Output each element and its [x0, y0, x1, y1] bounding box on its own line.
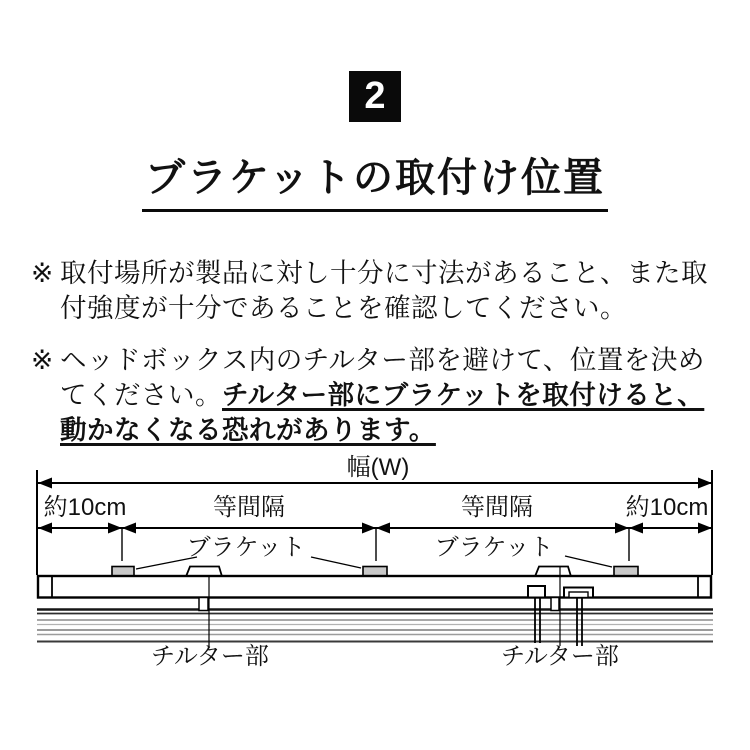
- equal-spacing-label-left: 等間隔: [213, 494, 285, 521]
- note-text-warning: チルター部にブラケットを取付けると、動かなくなる恐れがあります。: [60, 380, 705, 445]
- slats: [37, 610, 713, 642]
- segment-dimension-line: [38, 523, 712, 562]
- headbox: [38, 576, 711, 598]
- note-marker: ※: [31, 258, 54, 288]
- bracket-label-right: ブラケット: [434, 534, 554, 561]
- note-marker: ※: [31, 345, 54, 375]
- right-margin-label: 約10cm: [625, 494, 709, 521]
- step-number-badge: 2: [349, 71, 401, 122]
- left-margin-label: 約10cm: [43, 494, 127, 521]
- page-title: ブラケットの取付け位置: [142, 146, 608, 212]
- bracket-label-left: ブラケット: [186, 534, 306, 561]
- note-text: 取付場所が製品に対し十分に寸法があること、また取付強度が十分であることを確認してください。: [60, 258, 708, 323]
- width-dimension-label: 幅(W): [346, 454, 410, 481]
- tilter-label-left: チルター部: [151, 643, 269, 670]
- equal-spacing-label-right: 等間隔: [461, 494, 533, 521]
- width-dimension-line: [37, 470, 712, 575]
- tilter-label-right: チルター部: [501, 643, 619, 670]
- note-text-normal: ヘッドボックス内のチルター部を避けて、位置を決めてください。: [60, 345, 705, 410]
